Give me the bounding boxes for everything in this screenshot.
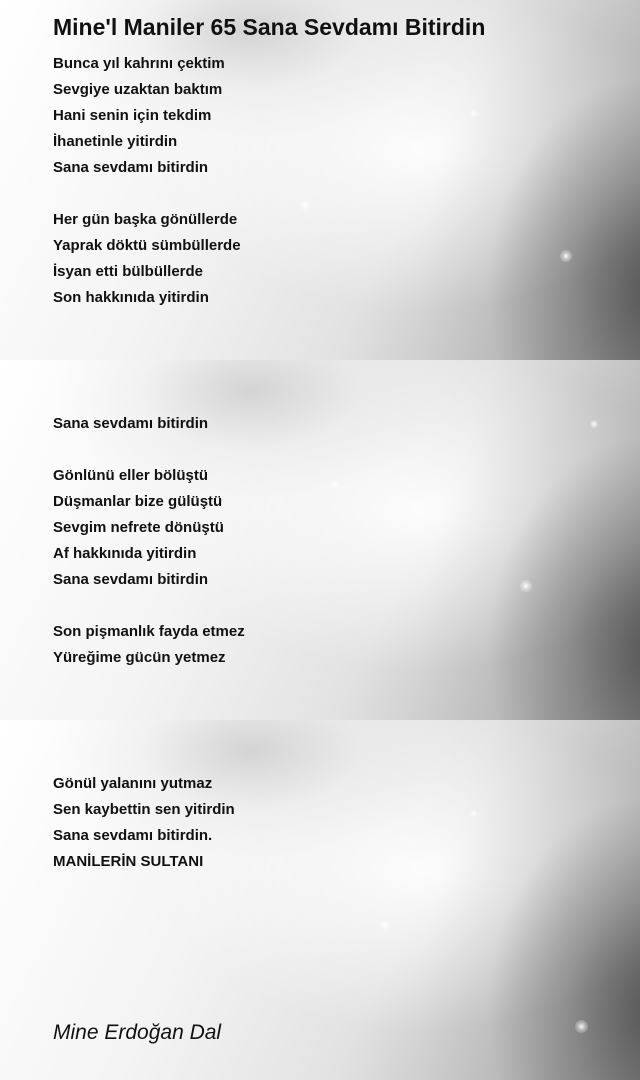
poem-line: Sana sevdamı bitirdin (53, 415, 209, 432)
stanza-break (53, 437, 245, 463)
sparkle-decoration (560, 250, 572, 262)
sparkle-decoration (470, 110, 477, 117)
sparkle-decoration (520, 580, 532, 592)
stanza-block-2 (53, 411, 245, 671)
poem-signature: MANİLERİN SULTANI (53, 853, 204, 870)
sparkle-decoration (575, 1020, 588, 1033)
poem-line: Son hakkınıda yitirdin (53, 289, 209, 306)
poem-line: Sen kaybettin sen yitirdin (53, 801, 235, 818)
sparkle-decoration (300, 200, 310, 210)
poem-line: Yüreğime gücün yetmez (53, 649, 226, 666)
poem-line: Sevgim nefrete dönüştü (53, 519, 224, 536)
poem-line: Yaprak döktü sümbüllerde (53, 237, 241, 254)
stanza-break (53, 181, 241, 207)
poem-line: Sevgiye uzaktan baktım (53, 81, 223, 98)
sparkle-decoration (380, 920, 390, 930)
poem-line: Sana sevdamı bitirdin (53, 159, 209, 176)
sparkle-decoration (590, 420, 598, 428)
poem-line: Gönlünü eller bölüştü (53, 467, 208, 484)
poem-line: İhanetinle yitirdin (53, 133, 178, 150)
poem-line: Her gün başka gönüllerde (53, 211, 238, 228)
poem-line: Sana sevdamı bitirdin. (53, 827, 213, 844)
sparkle-decoration (330, 480, 339, 489)
author-name: Mine Erdoğan Dal (53, 1021, 222, 1044)
poem-title: Mine'l Maniler 65 Sana Sevdamı Bitirdin (53, 14, 486, 40)
poem-line: İsyan etti bülbüllerde (53, 263, 204, 280)
poem-line: Gönül yalanını yutmaz (53, 775, 213, 792)
poem-line: Düşmanlar bize gülüştü (53, 493, 223, 510)
stanza-break (53, 593, 245, 619)
stanza-block-1 (53, 51, 241, 311)
stanza-block-3 (53, 771, 235, 875)
poem-line: Bunca yıl kahrını çektim (53, 55, 225, 72)
poem-line: Hani senin için tekdim (53, 107, 212, 124)
poem-panel-2 (0, 360, 640, 720)
poem-line: Son pişmanlık fayda etmez (53, 623, 245, 640)
sparkle-decoration (470, 810, 477, 817)
poem-line: Sana sevdamı bitirdin (53, 571, 209, 588)
poem-line: Af hakkınıda yitirdin (53, 545, 197, 562)
poem-panel-1 (0, 0, 640, 360)
poem-panel-3 (0, 720, 640, 1080)
